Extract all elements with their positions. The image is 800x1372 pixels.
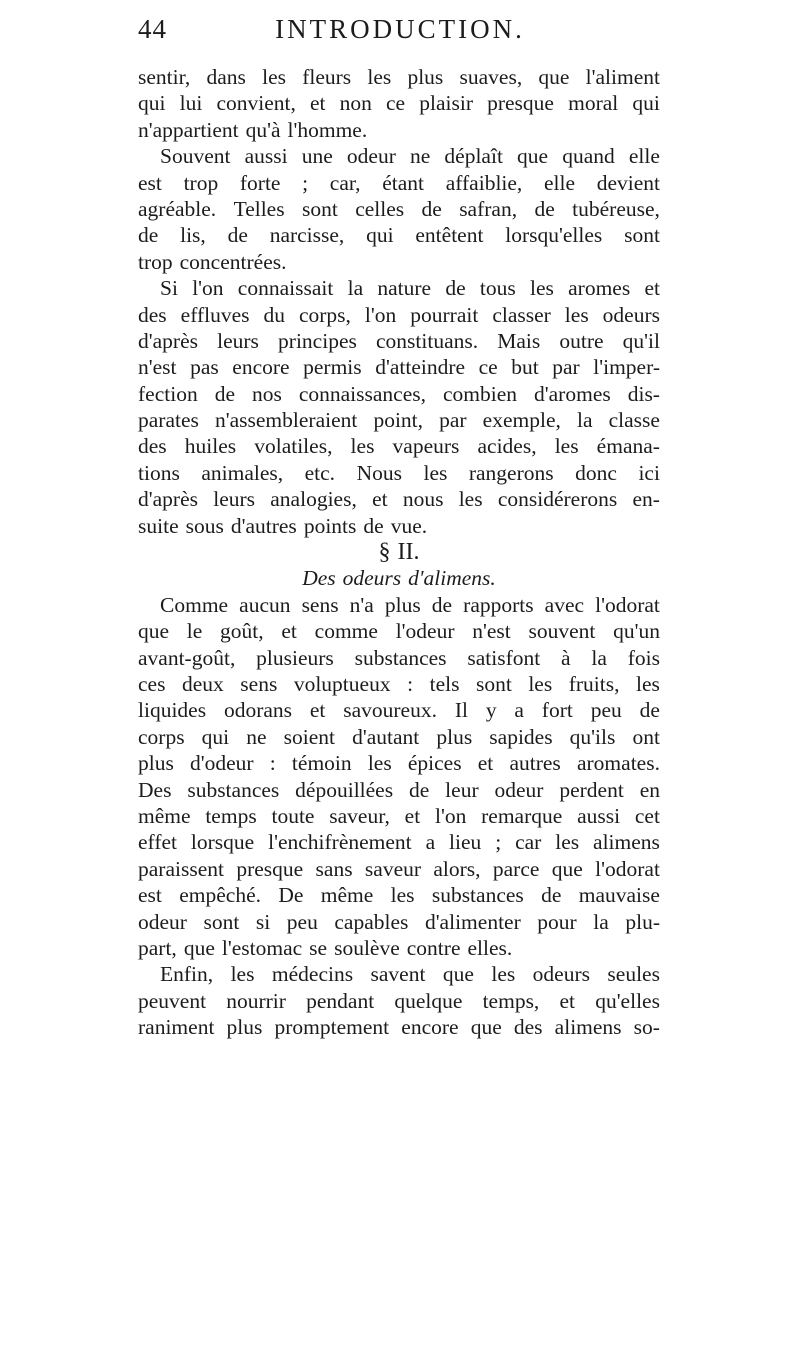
text-line: qui lui convient, et non ce plaisir presque moral qui xyxy=(138,91,660,116)
text-line: d'après leurs analogies, et nous les considérerons en- xyxy=(138,487,660,512)
page-header xyxy=(0,14,800,54)
text-line: est trop forte ; car, étant affaiblie, elle devient xyxy=(138,170,660,195)
text-line: avant-goût, plusieurs substances satisfont à la fois xyxy=(138,645,660,670)
text-line: agréable. Telles sont celles de safran, de tubéreuse, xyxy=(138,196,660,221)
text-line: Souvent aussi une odeur ne déplaît que quand elle xyxy=(160,144,660,169)
text-line: part, que l'estomac se soulève contre elles. xyxy=(138,935,513,960)
text-line: ces deux sens voluptueux : tels sont les fruits, les xyxy=(138,671,660,696)
text-line: Enfin, les médecins savent que les odeurs seules xyxy=(160,962,660,987)
section-subheading: Des odeurs d'alimens. xyxy=(302,566,496,591)
text-line: d'après leurs principes constituans. Mais outre qu'il xyxy=(138,328,660,353)
text-line: parates n'assembleraient point, par exemple, la classe xyxy=(138,408,660,433)
text-line: même temps toute saveur, et l'on remarque aussi cet xyxy=(138,803,660,828)
text-line: de lis, de narcisse, qui entêtent lorsqu'elles sont xyxy=(138,223,660,248)
running-head: INTRODUCTION. xyxy=(275,14,525,44)
text-line: fection de nos connaissances, combien d'aromes dis- xyxy=(138,381,660,406)
text-line: raniment plus promptement encore que des alimens so- xyxy=(138,1015,660,1040)
text-line: tions animales, etc. Nous les rangerons donc ici xyxy=(138,460,660,485)
text-line: Si l'on connaissait la nature de tous les aromes et xyxy=(160,276,660,301)
text-line: effet lorsque l'enchifrènement a lieu ; car les alimens xyxy=(138,830,660,855)
page-number: 44 xyxy=(138,14,167,44)
text-line: sentir, dans les fleurs les plus suaves, que l'aliment xyxy=(138,65,660,89)
text-line: des effluves du corps, l'on pourrait classer les odeurs xyxy=(138,302,660,327)
text-line: plus d'odeur : témoin les épices et autres aromates. xyxy=(138,751,660,776)
body-text xyxy=(138,64,660,1040)
text-line: suite sous d'autres points de vue. xyxy=(138,513,428,538)
text-line: peuvent nourrir pendant quelque temps, et qu'elles xyxy=(138,988,660,1013)
text-line: liquides odorans et savoureux. Il y a fort peu de xyxy=(138,698,660,723)
text-line: odeur sont si peu capables d'alimenter pour la plu- xyxy=(138,909,660,934)
text-line: Comme aucun sens n'a plus de rapports avec l'odorat xyxy=(160,592,660,617)
text-line: des huiles volatiles, les vapeurs acides, les émana- xyxy=(138,434,660,459)
text-line: corps qui ne soient d'autant plus sapides qu'ils ont xyxy=(138,724,660,749)
text-line: que le goût, et comme l'odeur n'est souvent qu'un xyxy=(138,619,660,644)
text-line: trop concentrées. xyxy=(138,249,287,274)
text-line: paraissent presque sans saveur alors, parce que l'odorat xyxy=(138,856,660,881)
section-heading: § II. xyxy=(378,539,420,566)
text-line: est empêché. De même les substances de mauvaise xyxy=(138,883,660,908)
text-line: Des substances dépouillées de leur odeur perdent en xyxy=(138,777,660,802)
text-line: n'est pas encore permis d'atteindre ce but par l'imper- xyxy=(138,355,660,380)
text-line: n'appartient qu'à l'homme. xyxy=(138,117,368,142)
